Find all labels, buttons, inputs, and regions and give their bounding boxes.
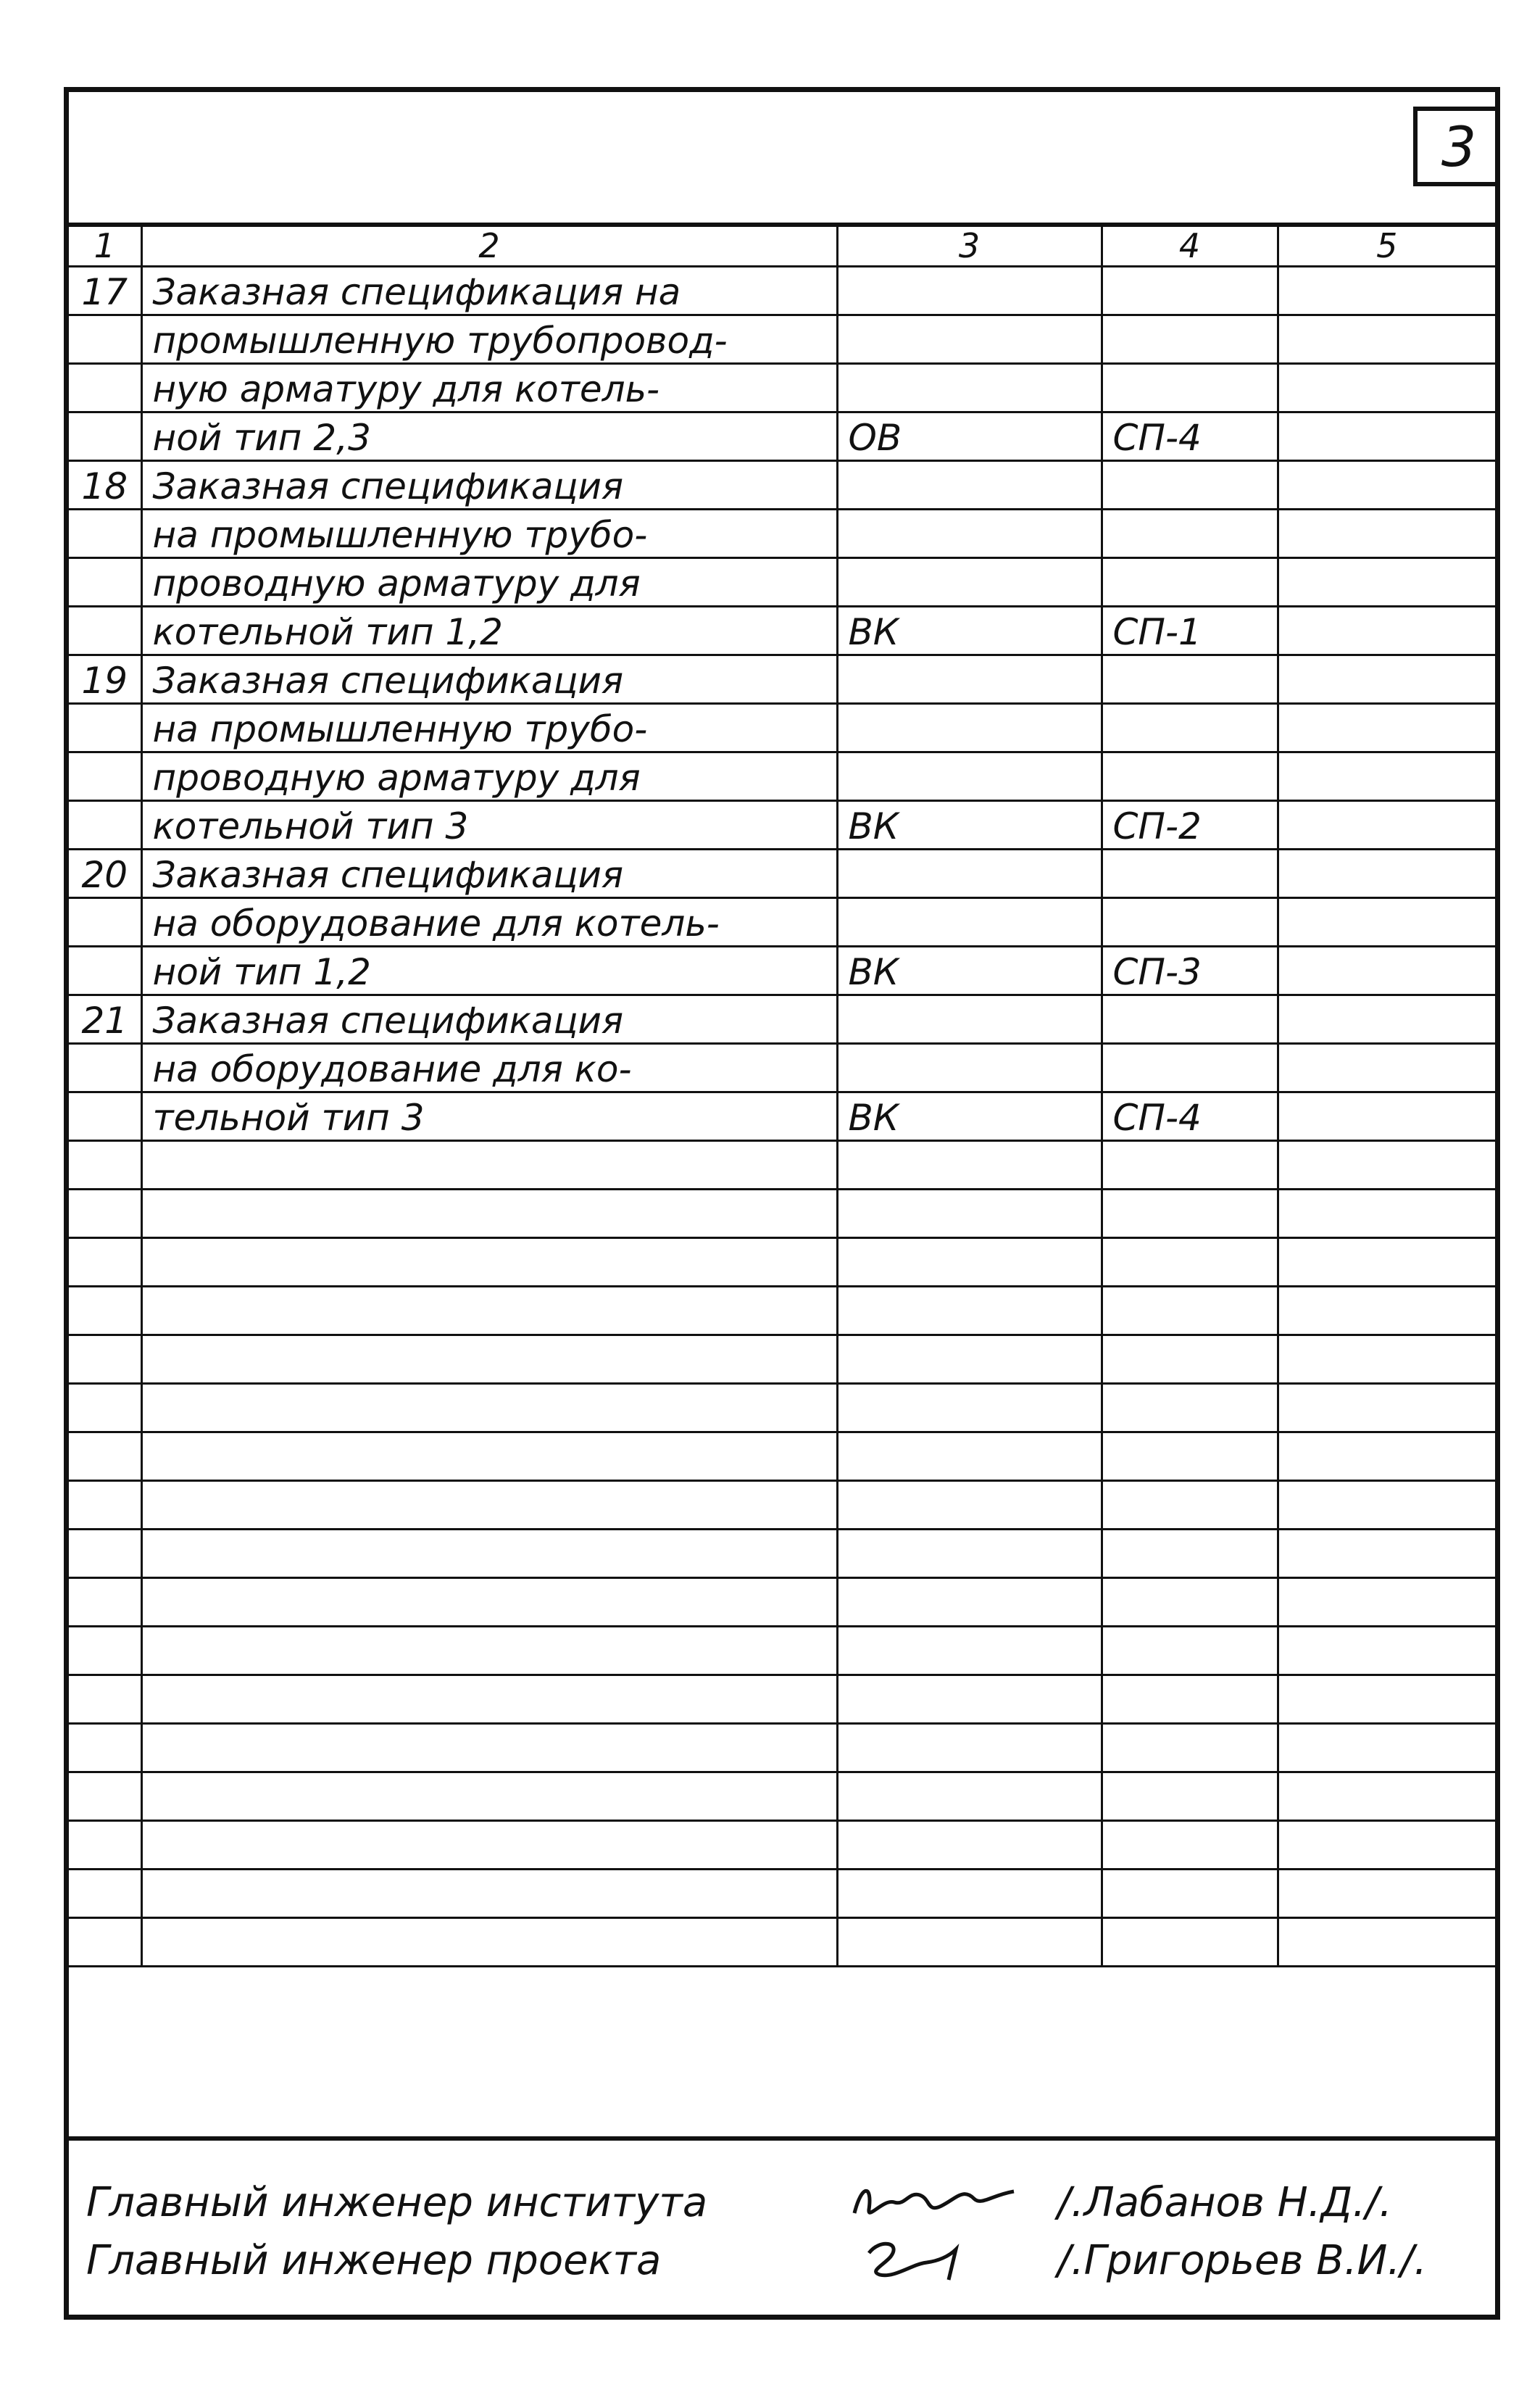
row-number-cell bbox=[69, 1140, 141, 1189]
section-code-cell bbox=[837, 1869, 1102, 1917]
notes-cell bbox=[1278, 1140, 1495, 1189]
table-row bbox=[69, 946, 1495, 995]
sheet-code-cell bbox=[1102, 1383, 1278, 1432]
sheet-code-cell bbox=[1102, 1577, 1278, 1626]
notes-cell bbox=[1278, 946, 1495, 995]
section-code-cell bbox=[837, 897, 1102, 946]
section-code-cell bbox=[837, 363, 1102, 412]
table-row bbox=[69, 557, 1495, 606]
table-row bbox=[69, 703, 1495, 752]
row-number-cell bbox=[69, 1577, 141, 1626]
empty-table-row bbox=[69, 1383, 1495, 1432]
row-number-cell bbox=[69, 1917, 141, 1966]
sheet-code-cell bbox=[1102, 1189, 1278, 1237]
notes-cell bbox=[1278, 1383, 1495, 1432]
row-number-cell bbox=[69, 1869, 141, 1917]
sheet-code-cell bbox=[1102, 1480, 1278, 1529]
sheet-code-cell: СП-2 bbox=[1102, 800, 1278, 849]
section-code-cell bbox=[837, 266, 1102, 315]
empty-table-row bbox=[69, 1577, 1495, 1626]
document-name-cell: на промышленную трубо- bbox=[141, 509, 837, 557]
section-code-cell bbox=[837, 1772, 1102, 1820]
table-row bbox=[69, 1092, 1495, 1140]
empty-table-row bbox=[69, 1140, 1495, 1189]
row-number-cell bbox=[69, 1675, 141, 1723]
notes-cell bbox=[1278, 266, 1495, 315]
notes-cell bbox=[1278, 1043, 1495, 1092]
notes-cell bbox=[1278, 1237, 1495, 1286]
section-code-cell bbox=[837, 703, 1102, 752]
row-number-cell bbox=[69, 946, 141, 995]
empty-table-row bbox=[69, 1237, 1495, 1286]
section-code-cell bbox=[837, 557, 1102, 606]
document-name-cell: Заказная спецификация bbox=[141, 655, 837, 703]
document-name-cell: Заказная спецификация bbox=[141, 460, 837, 509]
document-name-cell bbox=[141, 1432, 837, 1480]
table-row bbox=[69, 849, 1495, 897]
row-number-cell bbox=[69, 1772, 141, 1820]
section-code-cell bbox=[837, 1286, 1102, 1335]
column-header-1: 1 bbox=[69, 227, 141, 266]
document-name-cell: на оборудование для ко- bbox=[141, 1043, 837, 1092]
section-code-cell bbox=[837, 1189, 1102, 1237]
notes-cell bbox=[1278, 363, 1495, 412]
row-number-cell bbox=[69, 1383, 141, 1432]
row-number-cell: 20 bbox=[69, 849, 141, 897]
empty-table-row bbox=[69, 1869, 1495, 1917]
empty-table-row bbox=[69, 1189, 1495, 1237]
document-name-cell: Заказная спецификация bbox=[141, 995, 837, 1043]
specification-table bbox=[69, 227, 1495, 1967]
sheet-code-cell bbox=[1102, 1043, 1278, 1092]
document-name-cell: котельной тип 1,2 bbox=[141, 606, 837, 655]
notes-cell bbox=[1278, 1626, 1495, 1675]
row-number-cell: 18 bbox=[69, 460, 141, 509]
document-name-cell bbox=[141, 1189, 837, 1237]
table-row bbox=[69, 995, 1495, 1043]
sheet-code-cell bbox=[1102, 1917, 1278, 1966]
document-name-cell bbox=[141, 1529, 837, 1577]
document-name-cell bbox=[141, 1820, 837, 1869]
section-code-cell bbox=[837, 1626, 1102, 1675]
sheet-code-cell bbox=[1102, 1723, 1278, 1772]
notes-cell bbox=[1278, 752, 1495, 800]
specification-sheet bbox=[64, 87, 1500, 2320]
sheet-code-cell: СП-1 bbox=[1102, 606, 1278, 655]
document-name-cell: промышленную трубопровод- bbox=[141, 315, 837, 363]
table-row bbox=[69, 1043, 1495, 1092]
section-code-cell bbox=[837, 655, 1102, 703]
empty-table-row bbox=[69, 1772, 1495, 1820]
signature-label: Главный инженер проекта bbox=[86, 2236, 662, 2284]
section-code-cell bbox=[837, 1432, 1102, 1480]
row-number-cell: 17 bbox=[69, 266, 141, 315]
document-name-cell: Заказная спецификация на bbox=[141, 266, 837, 315]
sheet-code-cell bbox=[1102, 849, 1278, 897]
notes-cell bbox=[1278, 703, 1495, 752]
row-number-cell bbox=[69, 1092, 141, 1140]
section-code-cell: ВК bbox=[837, 946, 1102, 995]
row-number-cell: 19 bbox=[69, 655, 141, 703]
signature-row-project bbox=[86, 2235, 1427, 2286]
document-name-cell bbox=[141, 1723, 837, 1772]
sheet-code-cell bbox=[1102, 1237, 1278, 1286]
notes-cell bbox=[1278, 1286, 1495, 1335]
row-number-cell bbox=[69, 1529, 141, 1577]
column-header-3: 3 bbox=[837, 227, 1102, 266]
notes-cell bbox=[1278, 800, 1495, 849]
sheet-code-cell bbox=[1102, 363, 1278, 412]
section-code-cell bbox=[837, 315, 1102, 363]
section-code-cell bbox=[837, 1237, 1102, 1286]
notes-cell bbox=[1278, 1480, 1495, 1529]
empty-table-row bbox=[69, 1626, 1495, 1675]
notes-cell bbox=[1278, 1432, 1495, 1480]
notes-cell bbox=[1278, 1189, 1495, 1237]
row-number-cell bbox=[69, 1480, 141, 1529]
empty-table-row bbox=[69, 1335, 1495, 1383]
table-row bbox=[69, 266, 1495, 315]
notes-cell bbox=[1278, 1675, 1495, 1723]
row-number-cell: 21 bbox=[69, 995, 141, 1043]
table-row bbox=[69, 800, 1495, 849]
row-number-cell bbox=[69, 1286, 141, 1335]
row-number-cell bbox=[69, 412, 141, 460]
section-code-cell bbox=[837, 1383, 1102, 1432]
notes-cell bbox=[1278, 1917, 1495, 1966]
document-name-cell bbox=[141, 1869, 837, 1917]
document-name-cell bbox=[141, 1383, 837, 1432]
section-code-cell: ОВ bbox=[837, 412, 1102, 460]
section-code-cell bbox=[837, 1529, 1102, 1577]
sheet-code-cell: СП-4 bbox=[1102, 412, 1278, 460]
section-code-cell bbox=[837, 509, 1102, 557]
row-number-cell bbox=[69, 363, 141, 412]
sheet-code-cell bbox=[1102, 460, 1278, 509]
table-row bbox=[69, 606, 1495, 655]
sheet-code-cell bbox=[1102, 509, 1278, 557]
document-name-cell: тельной тип 3 bbox=[141, 1092, 837, 1140]
empty-table-row bbox=[69, 1480, 1495, 1529]
signature-block bbox=[69, 2136, 1495, 2315]
sheet-code-cell bbox=[1102, 752, 1278, 800]
column-header-row bbox=[69, 227, 1495, 266]
section-code-cell bbox=[837, 460, 1102, 509]
section-code-cell bbox=[837, 1480, 1102, 1529]
row-number-cell bbox=[69, 897, 141, 946]
document-name-cell bbox=[141, 1577, 837, 1626]
row-number-cell bbox=[69, 1723, 141, 1772]
empty-table-row bbox=[69, 1917, 1495, 1966]
document-name-cell: на оборудование для котель- bbox=[141, 897, 837, 946]
document-name-cell bbox=[141, 1675, 837, 1723]
notes-cell bbox=[1278, 655, 1495, 703]
notes-cell bbox=[1278, 897, 1495, 946]
document-name-cell bbox=[141, 1772, 837, 1820]
sheet-code-cell bbox=[1102, 1869, 1278, 1917]
row-number-cell bbox=[69, 1335, 141, 1383]
row-number-cell bbox=[69, 1432, 141, 1480]
sheet-code-cell bbox=[1102, 315, 1278, 363]
table-row bbox=[69, 412, 1495, 460]
table-row bbox=[69, 363, 1495, 412]
row-number-cell bbox=[69, 315, 141, 363]
sheet-code-cell bbox=[1102, 1772, 1278, 1820]
notes-cell bbox=[1278, 849, 1495, 897]
notes-cell bbox=[1278, 509, 1495, 557]
section-code-cell bbox=[837, 1820, 1102, 1869]
sheet-code-cell: СП-3 bbox=[1102, 946, 1278, 995]
sheet-code-cell bbox=[1102, 557, 1278, 606]
column-header-2: 2 bbox=[141, 227, 837, 266]
document-name-cell bbox=[141, 1237, 837, 1286]
section-code-cell bbox=[837, 995, 1102, 1043]
document-name-cell bbox=[141, 1917, 837, 1966]
notes-cell bbox=[1278, 1723, 1495, 1772]
empty-table-row bbox=[69, 1723, 1495, 1772]
document-name-cell: ной тип 2,3 bbox=[141, 412, 837, 460]
notes-cell bbox=[1278, 1577, 1495, 1626]
row-number-cell bbox=[69, 800, 141, 849]
section-code-cell bbox=[837, 752, 1102, 800]
empty-table-row bbox=[69, 1529, 1495, 1577]
document-name-cell bbox=[141, 1480, 837, 1529]
sheet-code-cell bbox=[1102, 655, 1278, 703]
sheet-code-cell bbox=[1102, 995, 1278, 1043]
row-number-cell bbox=[69, 1820, 141, 1869]
row-number-cell bbox=[69, 1043, 141, 1092]
section-code-cell bbox=[837, 849, 1102, 897]
document-name-cell: проводную арматуру для bbox=[141, 557, 837, 606]
section-code-cell: ВК bbox=[837, 800, 1102, 849]
row-number-cell bbox=[69, 752, 141, 800]
handwritten-signature bbox=[840, 2177, 1057, 2228]
section-code-cell bbox=[837, 1917, 1102, 1966]
document-name-cell: Заказная спецификация bbox=[141, 849, 837, 897]
sheet-code-cell bbox=[1102, 1675, 1278, 1723]
section-code-cell bbox=[837, 1140, 1102, 1189]
section-code-cell bbox=[837, 1043, 1102, 1092]
notes-cell bbox=[1278, 412, 1495, 460]
sheet-code-cell: СП-4 bbox=[1102, 1092, 1278, 1140]
signature-name: /.Лабанов Н.Д./. bbox=[1057, 2178, 1392, 2226]
row-number-cell bbox=[69, 606, 141, 655]
page-number: 3 bbox=[1413, 107, 1500, 186]
sheet-code-cell bbox=[1102, 1820, 1278, 1869]
notes-cell bbox=[1278, 1529, 1495, 1577]
section-code-cell: ВК bbox=[837, 1092, 1102, 1140]
table-row bbox=[69, 460, 1495, 509]
signature-row-institute bbox=[86, 2177, 1392, 2228]
document-name-cell: котельной тип 3 bbox=[141, 800, 837, 849]
notes-cell bbox=[1278, 1869, 1495, 1917]
sheet-code-cell bbox=[1102, 1529, 1278, 1577]
section-code-cell bbox=[837, 1675, 1102, 1723]
document-name-cell bbox=[141, 1140, 837, 1189]
sheet-code-cell bbox=[1102, 1432, 1278, 1480]
empty-table-row bbox=[69, 1820, 1495, 1869]
document-name-cell bbox=[141, 1335, 837, 1383]
sheet-code-cell bbox=[1102, 1626, 1278, 1675]
row-number-cell bbox=[69, 1189, 141, 1237]
document-name-cell: на промышленную трубо- bbox=[141, 703, 837, 752]
column-header-4: 4 bbox=[1102, 227, 1278, 266]
handwritten-signature bbox=[840, 2235, 1057, 2286]
row-number-cell bbox=[69, 703, 141, 752]
document-name-cell bbox=[141, 1626, 837, 1675]
signature-name: /.Григорьев В.И./. bbox=[1057, 2236, 1427, 2284]
notes-cell bbox=[1278, 315, 1495, 363]
document-name-cell bbox=[141, 1286, 837, 1335]
table-row bbox=[69, 752, 1495, 800]
row-number-cell bbox=[69, 557, 141, 606]
column-header-5: 5 bbox=[1278, 227, 1495, 266]
empty-table-row bbox=[69, 1675, 1495, 1723]
notes-cell bbox=[1278, 1092, 1495, 1140]
notes-cell bbox=[1278, 460, 1495, 509]
table-row bbox=[69, 897, 1495, 946]
notes-cell bbox=[1278, 995, 1495, 1043]
sheet-code-cell bbox=[1102, 1286, 1278, 1335]
empty-table-row bbox=[69, 1432, 1495, 1480]
empty-table-row bbox=[69, 1286, 1495, 1335]
row-number-cell bbox=[69, 1237, 141, 1286]
sheet-code-cell bbox=[1102, 1335, 1278, 1383]
document-name-cell: ной тип 1,2 bbox=[141, 946, 837, 995]
section-code-cell bbox=[837, 1335, 1102, 1383]
sheet-code-cell bbox=[1102, 1140, 1278, 1189]
table-row bbox=[69, 655, 1495, 703]
notes-cell bbox=[1278, 1772, 1495, 1820]
sheet-code-cell bbox=[1102, 266, 1278, 315]
document-name-cell: проводную арматуру для bbox=[141, 752, 837, 800]
sheet-code-cell bbox=[1102, 703, 1278, 752]
notes-cell bbox=[1278, 557, 1495, 606]
signature-label: Главный инженер института bbox=[86, 2178, 708, 2226]
section-code-cell: ВК bbox=[837, 606, 1102, 655]
notes-cell bbox=[1278, 1820, 1495, 1869]
table-row bbox=[69, 315, 1495, 363]
notes-cell bbox=[1278, 606, 1495, 655]
specification-body bbox=[69, 266, 1495, 1966]
table-row bbox=[69, 509, 1495, 557]
document-name-cell: ную арматуру для котель- bbox=[141, 363, 837, 412]
sheet-code-cell bbox=[1102, 897, 1278, 946]
row-number-cell bbox=[69, 1626, 141, 1675]
section-code-cell bbox=[837, 1723, 1102, 1772]
row-number-cell bbox=[69, 509, 141, 557]
section-code-cell bbox=[837, 1577, 1102, 1626]
notes-cell bbox=[1278, 1335, 1495, 1383]
